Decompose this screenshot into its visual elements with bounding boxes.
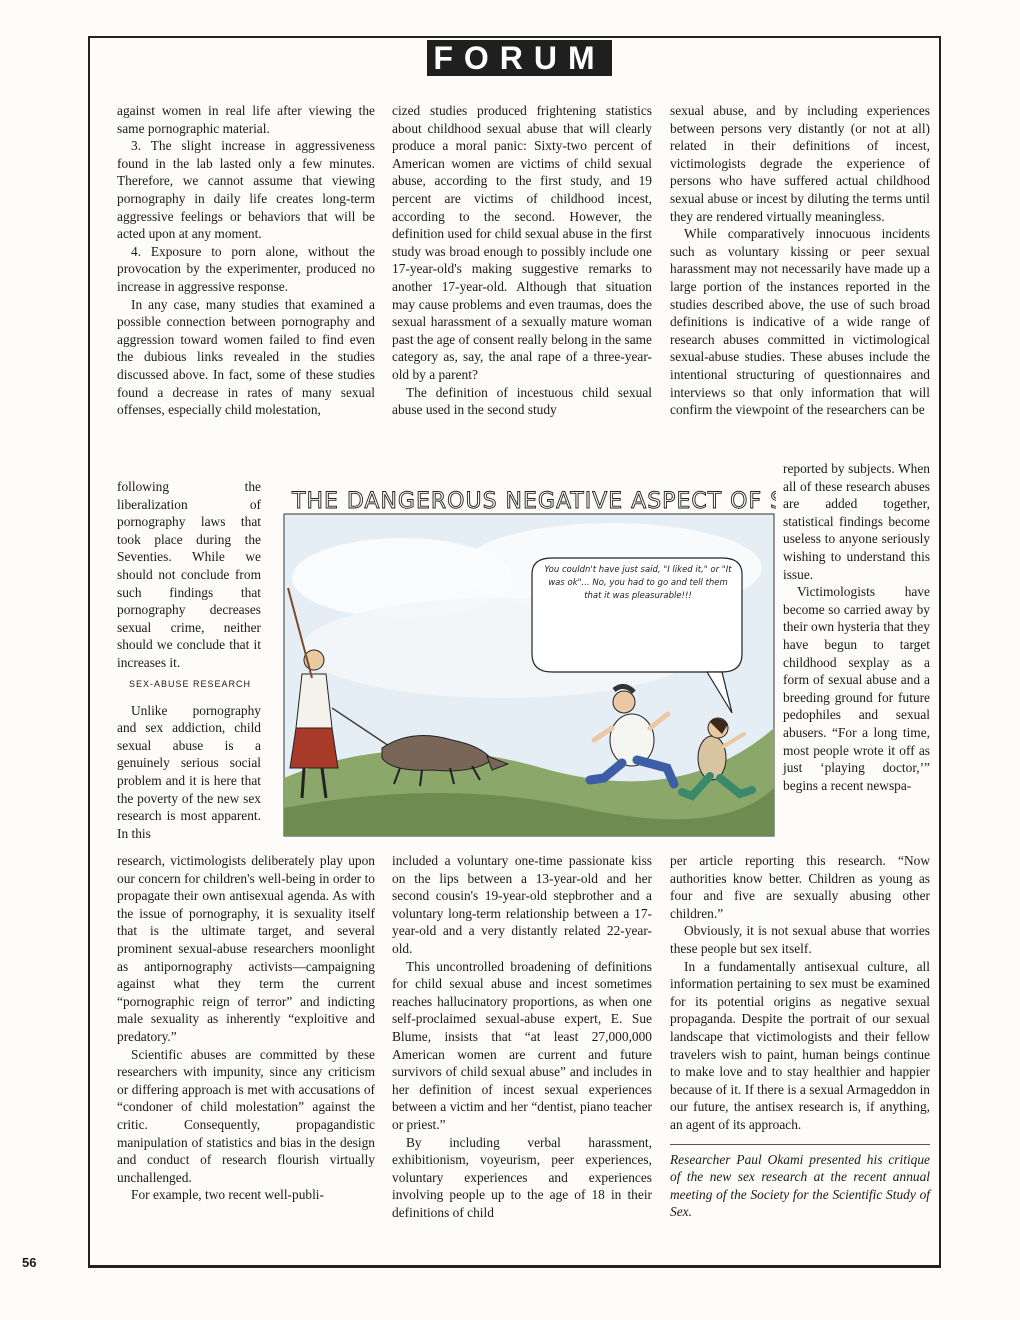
paragraph: The definition of incestuous child sexual abuse used in the second study: [392, 384, 652, 418]
page-number: 56: [22, 1255, 37, 1270]
column-2-top: [392, 102, 652, 419]
paragraph: sexual abuse, and by including experiences between persons very distantly (or not at all) related in their definitions of incest, victimologists degrade the experience of persons who have suffered actual childhood sexual abuse or incest by diluting the terms until they are rendered virtually meaningless.: [670, 103, 930, 224]
cartoon-illustration: [282, 478, 776, 838]
paragraph: 3. The slight increase in aggressiveness found in the lab lasted only a few minutes. Therefore, we cannot assume that viewing pornography in daily life creates long-term aggressive feelings or behaviors that will be acted upon at any moment.: [117, 138, 375, 242]
paragraph: per article reporting this research. “Now authorities know better. Children as young as four and five are sexually abusing other children.”: [670, 853, 930, 921]
column-1-wrap-lower: [117, 679, 261, 842]
column-1-bottom: [117, 852, 375, 1204]
paragraph: In a fundamentally antisexual culture, all information pertaining to sex must be examined for its potential origins as negative sexual propaganda. Despite the portrait of our sexual landscape that victimologists and their fellow travelers wish to paint, human beings continue to make love and to stay healthier and happier because of it. If there is a sexual Armageddon in our future, the antisex research is, if anything, an agent of its approach.: [670, 958, 930, 1132]
paragraph: Victimologists have become so carried away by their own hysteria that they have begun to target childhood sexplay as a form of sexual abuse and a breeding ground for future pedophiles and sexual abusers. “For a long time, most people wrote it off as just ‘playing doctor,’” begins a recent newspa-: [783, 584, 930, 793]
paragraph: cized studies produced frightening statistics about childhood sexual abuse that will clearly produce a moral panic: Sixty-two percent of American women are victims of child sexual abuse, according to the first study, and 19 percent are victims of childhood incest, according to the second. However, the definition used for child sexual abuse in the first study was broad enough to possibly include one 17-year-old's making suggestive remarks to another 17-year-old. Although that situation may cause problems and even traumas, does the sexual harassment of a sexually mature woman past the age of consent really belong in the same category as, say, the anal rape of a three-year-old by a parent?: [392, 103, 652, 382]
paragraph: While comparatively innocuous incidents such as voluntary kissing or peer sexual harassment may not necessarily have made up a large portion of the instances reported in the studies described above, the use of such broad definitions is indicative of a wide range of research abuses committed in victimological sexual-abuse studies. These abuses include the intentional structuring of questionnaires and interviews so that only information that will confirm the viewpoint of the researchers can be: [670, 226, 930, 418]
paragraph: against women in real life after viewing the same pornographic material.: [117, 103, 375, 136]
paragraph: included a voluntary one-time passionate kiss on the lips between a 13-year-old and her second cousin's 19-year-old stepbrother and a voluntary long-term relationship between a 17-year-old and a very distantly related 22-year-old.: [392, 853, 652, 956]
column-3-top: [670, 102, 930, 419]
column-1-wrap: [117, 478, 261, 672]
paragraph: following the liberalization of pornography laws that took place during the Seventies. While we should not conclude from such findings that pornography decreases sexual crime, neither should we conclude that it increases it.: [117, 479, 261, 670]
paragraph: Unlike pornography and sex addiction, child sexual abuse is a genuinely serious social problem and it is here that the poverty of the new sex research is most apparent. In this: [117, 702, 261, 841]
paragraph: By including verbal harassment, exhibitionism, voyeurism, peer experiences, voluntary experiences and experiences involving people up to the age of 18 in their definitions of child: [392, 1134, 652, 1220]
paragraph: 4. Exposure to porn alone, without the provocation by the experimenter, produced no increase in aggressive response.: [117, 243, 375, 294]
section-subhead: SEX-ABUSE RESEARCH: [129, 679, 252, 689]
paragraph: Scientific abuses are committed by these researchers with impunity, since any criticism or differing approach is met with accusations of “condoner of child molestation” against the critic. Consequently, propagandistic manipulation of statistics and bias in the design and conduct of research flourish virtually unchallenged.: [117, 1046, 375, 1185]
column-3-bottom: [670, 852, 930, 1221]
paragraph: Obviously, it is not sexual abuse that worries these people but sex itself.: [670, 923, 930, 956]
paragraph: In any case, many studies that examined a possible connection between pornography and aggression toward women failed to find even the dubious links revealed in the studies discussed above. In fact, some of these studies found a decrease in rates of many sexual offenses, especially child molestation,: [117, 296, 375, 418]
cartoon-title: THE DANGEROUS NEGATIVE ASPECT OF SEX: [292, 489, 776, 514]
author-credit: Researcher Paul Okami presented his critique of the new sex research at the recent annual meeting of the Society for the Scientific Study of Sex.: [670, 1144, 930, 1221]
column-3-wrap: [783, 460, 930, 794]
paragraph: For example, two recent well-publi-: [131, 1187, 324, 1203]
paragraph: reported by subjects. When all of these research abuses are added together, statistical findings become useless to anyone seriously wishing to understand this issue.: [783, 461, 930, 582]
speech-bubble-text: You couldn't have just said, "I liked it," or "It was ok"... No, you had to go and tell them that it was pleasurable!!!: [544, 565, 732, 601]
column-1-top: [117, 102, 375, 419]
paragraph: This uncontrolled broadening of definitions for child sexual abuse and incest sometimes reaches hallucinatory proportions, as when one self-proclaimed sexual-abuse expert, E. Sue Blume, insists that “at least 27,000,000 American women are current and future survivors of child sexual abuse” and includes in her definition of incest sexual experiences between a victim and her “dentist, piano teacher or priest.”: [392, 958, 652, 1132]
section-banner: FORUM: [427, 40, 612, 76]
paragraph: research, victimologists deliberately play upon our concern for children's well-being in order to propagate their own antisexual agenda. As with the issue of pornography, it is sexuality itself that is the ultimate target, and several prominent sexual-abuse researchers moonlight as antipornography activists—campaigning against what they term the current “pornographic reign of terror” and indicting male sexuality as inherently “exploitive and predatory.”: [117, 853, 375, 1044]
column-2-bottom: [392, 852, 652, 1221]
